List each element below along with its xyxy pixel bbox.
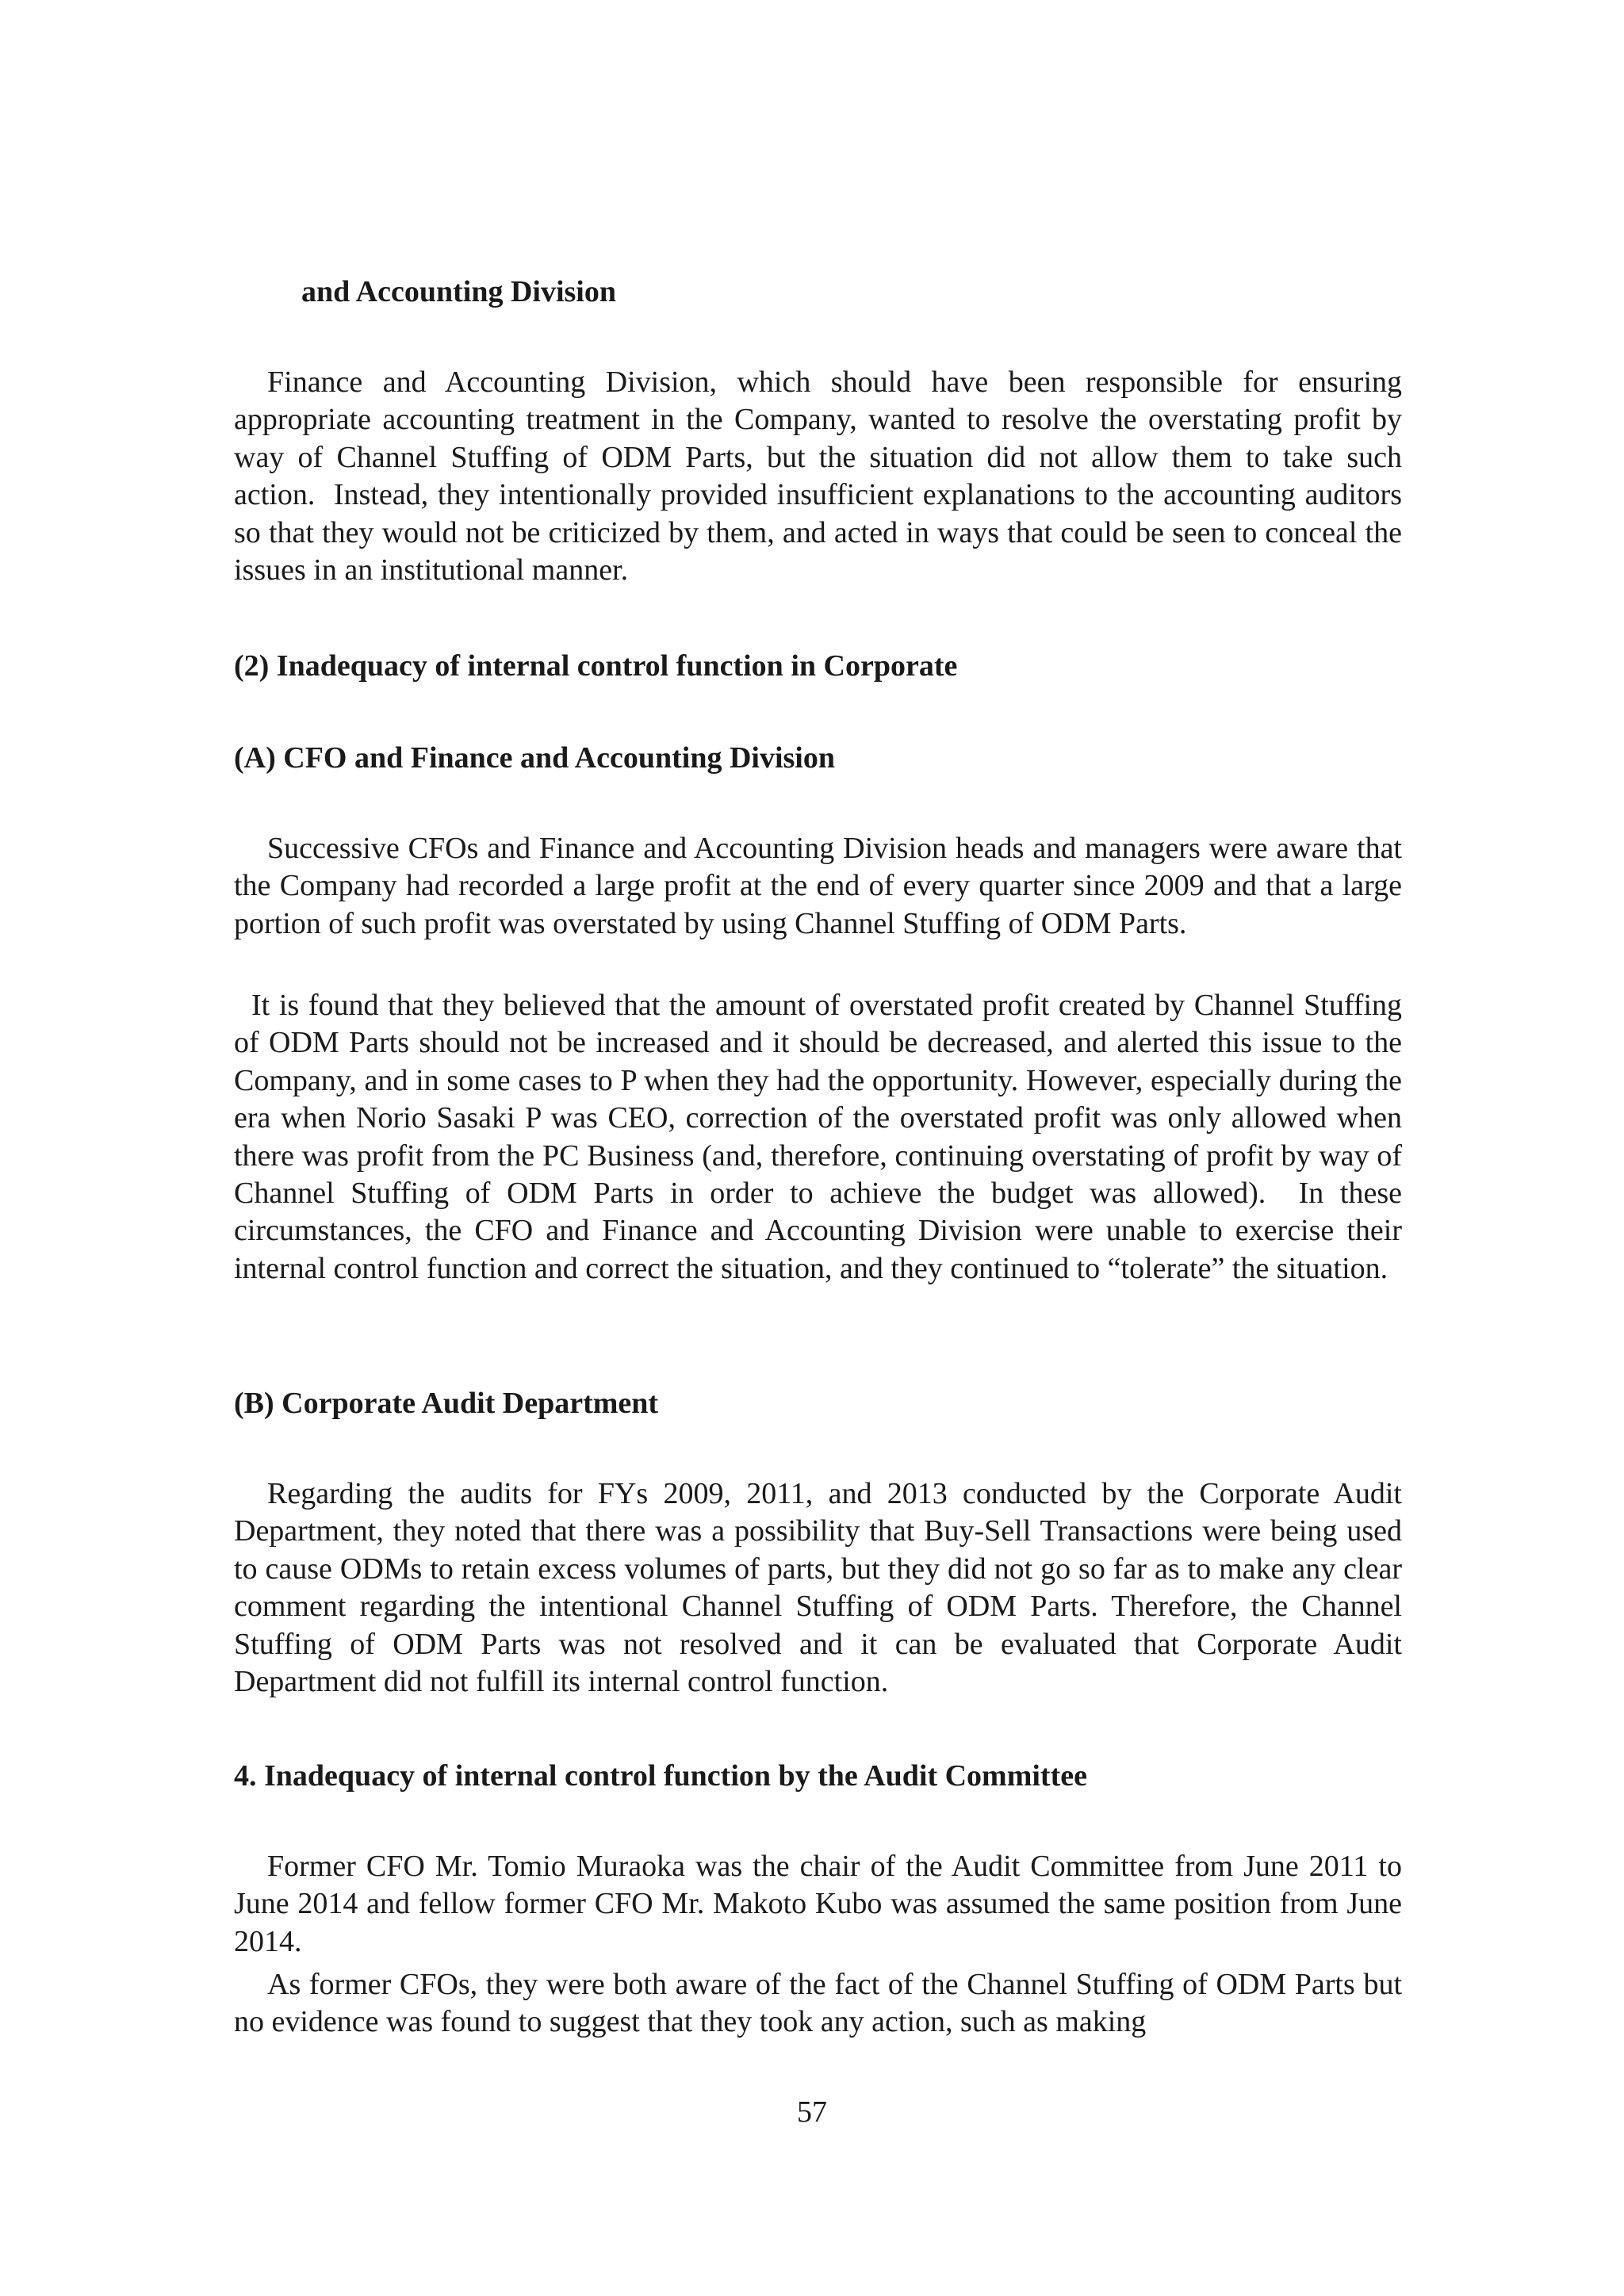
heading-inadequacy-corporate: (2) Inadequacy of internal control function in Corporate [234,649,958,683]
paragraph-finance-division: Finance and Accounting Division, which should have been responsible for ensuring appropriate accounting treatment in the Company, wanted to resolve the overstating profit by way of Channel Stuffing of ODM Parts, but the situation did not allow them to take such action. Instead, they intentionally provided insufficient explanations to the accounting auditors so that they would not be criticized by them, and acted in ways that could be seen to conceal the issues in an institutional manner. [234,365,1402,587]
paragraph-cfo-awareness: Successive CFOs and Finance and Accounting Division heads and managers were aware that the Company had recorded a large profit at the end of every quarter since 2009 and that a large portion of such profit was overstated by using Channel Stuffing of ODM Parts. [234,832,1402,940]
heading-audit-committee: 4. Inadequacy of internal control function by the Audit Committee [234,1759,1087,1793]
page-number: 57 [797,2095,827,2129]
heading-cfo-finance-division: (A) CFO and Finance and Accounting Division [234,741,835,775]
paragraph-audit-committee-chairs: Former CFO Mr. Tomio Muraoka was the chair of the Audit Committee from June 2011 to June 2014 and fellow former CFO Mr. Makoto Kubo was assumed the same position from June 2014. [234,1850,1402,1958]
paragraph-cfo-tolerate: It is found that they believed that the amount of overstated profit created by Channel Stuffing of ODM Parts should not be increased and it should be decreased, and alerted this issue to the Company, and in some cases to P when they had the opportunity. However, especially during the era when Norio Sasaki P was CEO, correction of the overstated profit was only allowed when there was profit from the PC Business (and, therefore, continuing overstating of profit by way of Channel Stuffing of ODM Parts in order to achieve the budget was allowed). In these circumstances, the CFO and Finance and Accounting Division were unable to exercise their internal control function and correct the situation, and they continued to “tolerate” the situation. [234,989,1402,1285]
paragraph-corporate-audit: Regarding the audits for FYs 2009, 2011, and 2013 conducted by the Corporate Audit Department, they noted that there was a possibility that Buy-Sell Transactions were being used to cause ODMs to retain excess volumes of parts, but they did not go so far as to make any clear comment regarding the intentional Channel Stuffing of ODM Parts. Therefore, the Channel Stuffing of ODM Parts was not resolved and it can be evaluated that Corporate Audit Department did not fulfill its internal control function. [234,1477,1402,1699]
paragraph-former-cfos: As former CFOs, they were both aware of the fact of the Channel Stuffing of ODM Parts but no evidence was found to suggest that they took any action, such as making [234,1968,1402,2039]
section-heading-continued: and Accounting Division [301,275,616,308]
heading-corporate-audit-department: (B) Corporate Audit Department [234,1387,659,1420]
